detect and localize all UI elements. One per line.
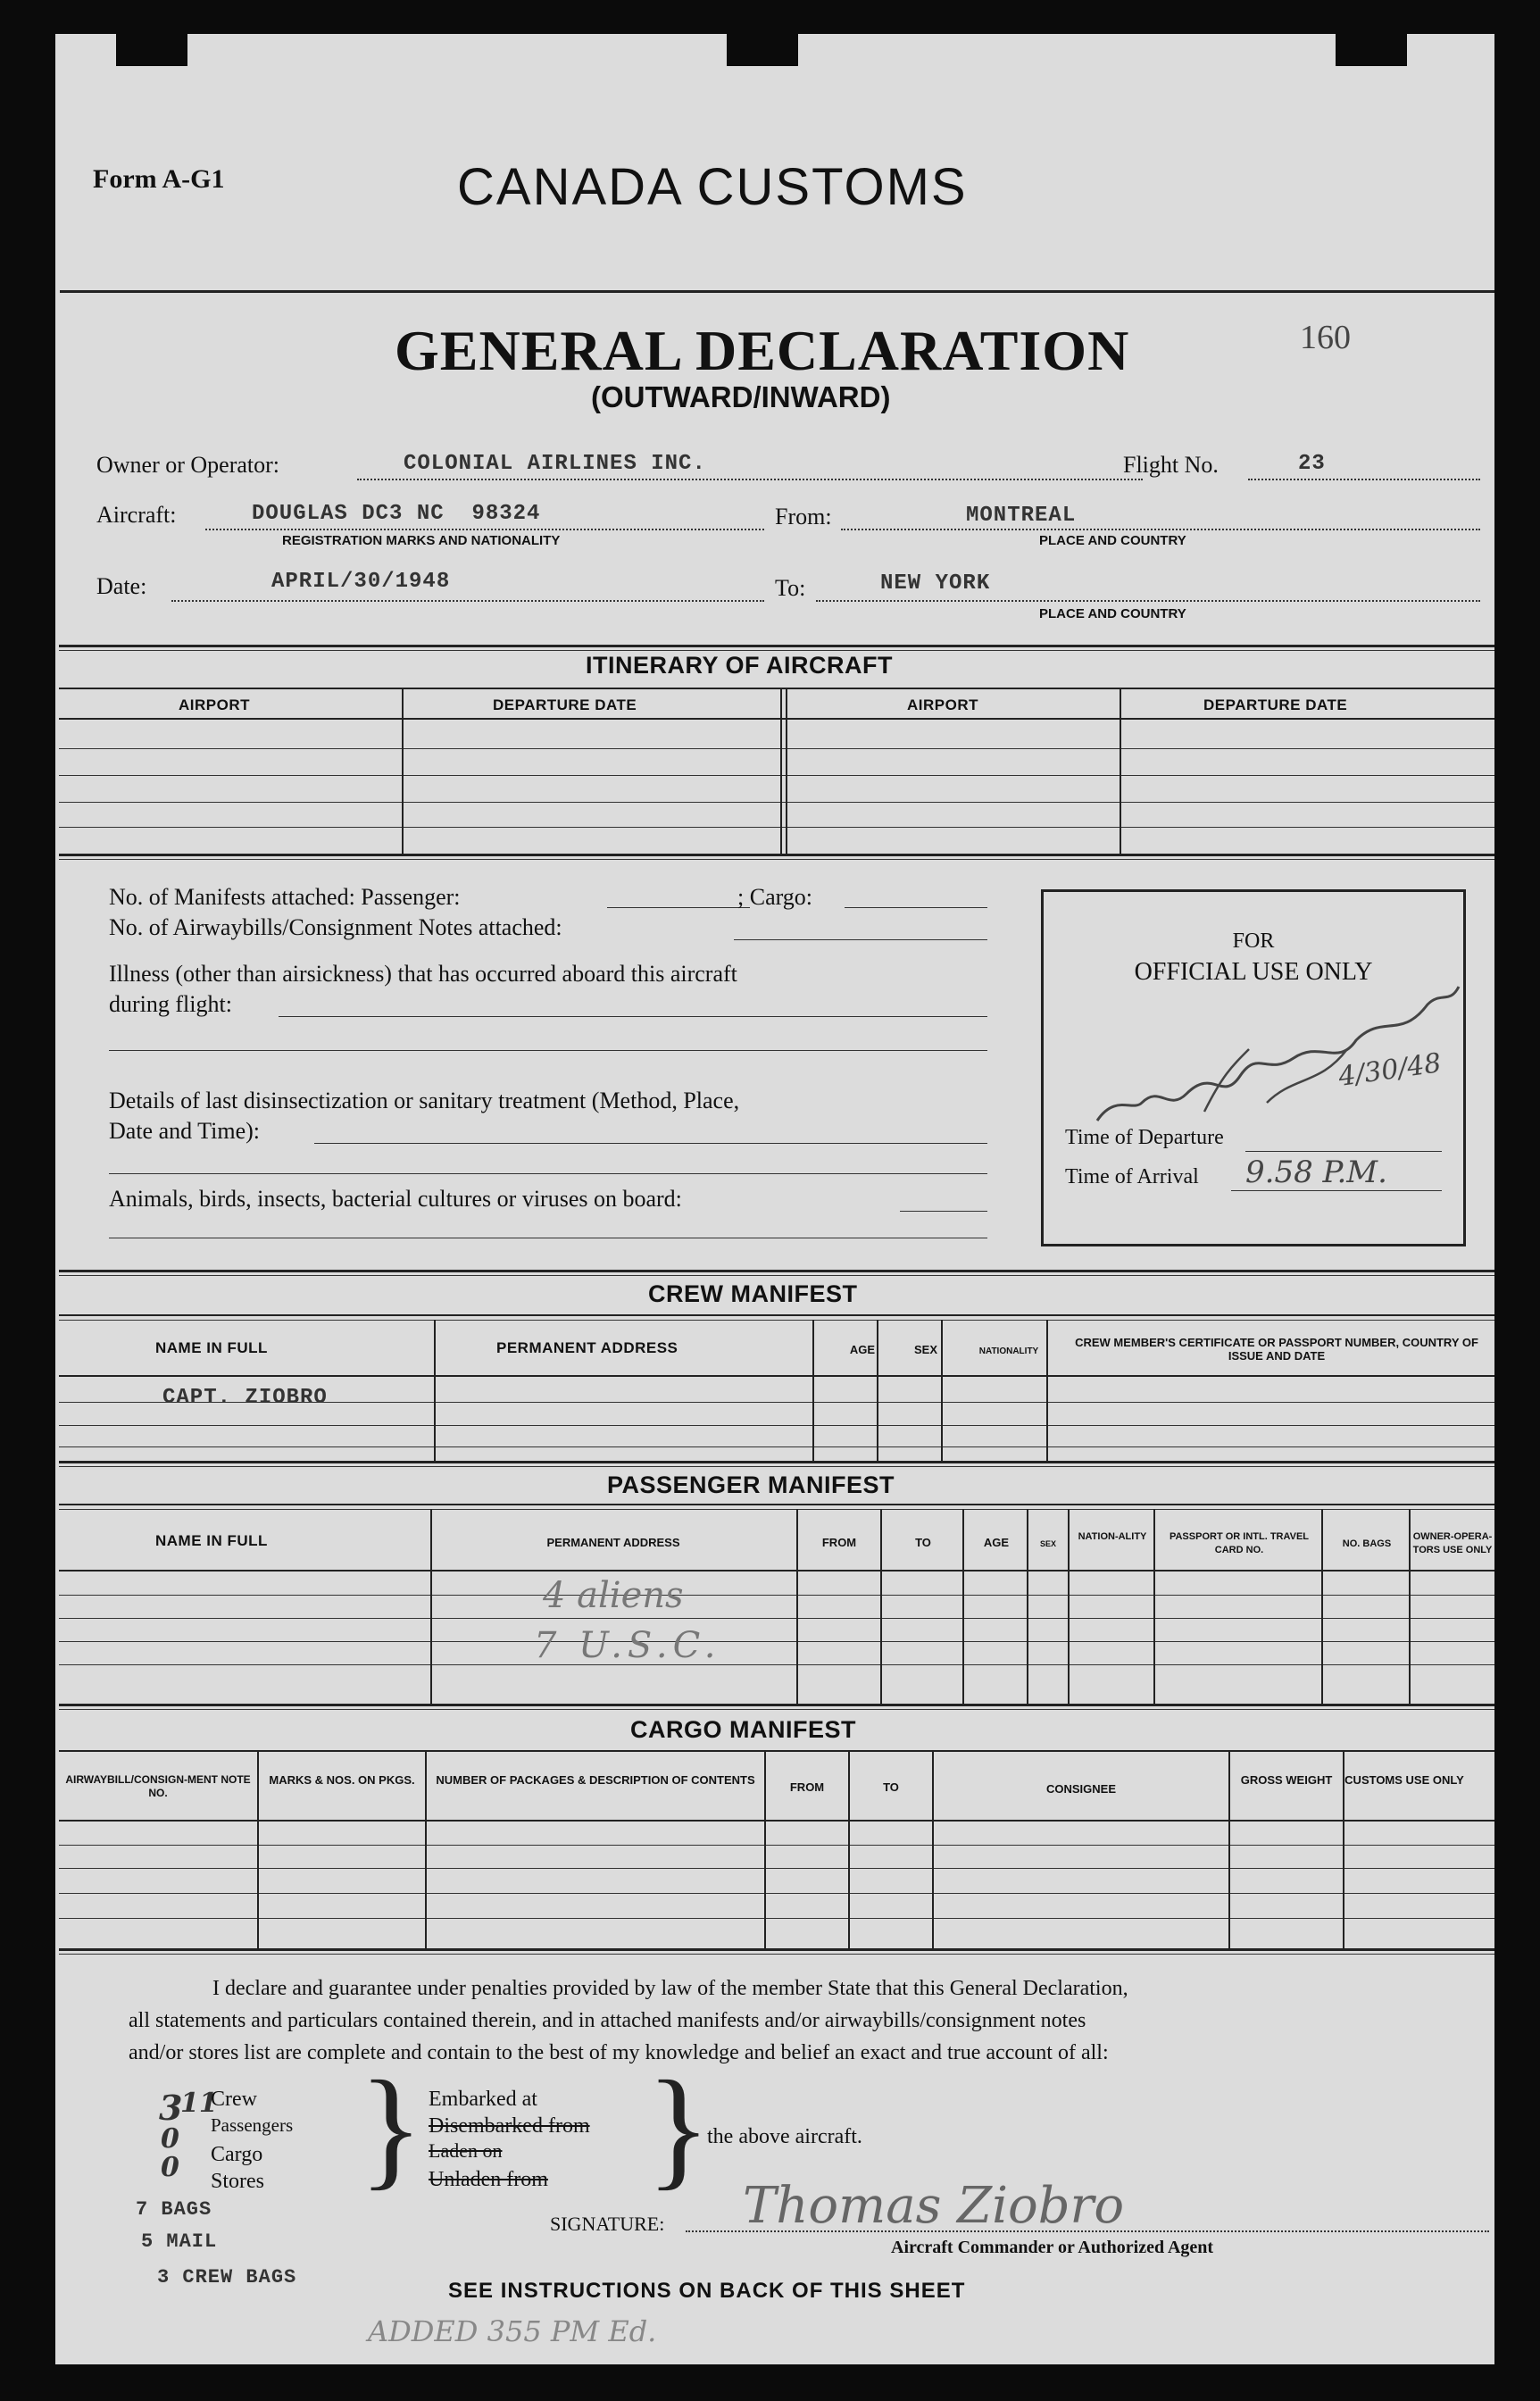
crew-col-address: PERMANENT ADDRESS (496, 1339, 678, 1356)
disinsect-label-1: Details of last disinsectization or sanitary treatment (Method, Place, (109, 1088, 740, 1113)
list-laden: Laden on (429, 2139, 503, 2162)
declaration-line-2: all statements and particulars contained therein, and in attached manifests and/or airwaybills/consignment notes (129, 2009, 1086, 2032)
crew-rule-bottom (59, 1461, 1494, 1463)
passenger-col-to: TO (915, 1536, 931, 1549)
passenger-col-bags: NO. BAGS (1342, 1538, 1392, 1549)
official-use-box (1041, 889, 1466, 1246)
count-passengers: 11 (180, 2088, 218, 2119)
passenger-vrule (962, 1509, 964, 1704)
mail-count: 5 MAIL (141, 2230, 218, 2253)
passenger-col-owner: OWNER-OPERA-TORS USE ONLY (1412, 1531, 1493, 1555)
itinerary-col-airport-2: AIRPORT (907, 696, 978, 713)
passenger-vrule (1027, 1509, 1028, 1704)
cargo-col-customs: CUSTOMS USE ONLY (1344, 1773, 1464, 1787)
passenger-vrule (1153, 1509, 1155, 1704)
declaration-suffix: the above aircraft. (707, 2125, 862, 2148)
crew-rule-top2 (59, 1275, 1494, 1276)
date-value: APRIL/30/1948 (271, 570, 451, 594)
animals-label: Animals, birds, insects, bacterial cultures or viruses on board: (109, 1186, 682, 1212)
passenger-col-name: NAME IN FULL (155, 1532, 268, 1549)
header-title: CANADA CUSTOMS (457, 158, 968, 216)
itinerary-rule-top2 (59, 650, 1494, 651)
itinerary-vrule (780, 688, 782, 854)
disinsect-fill-line (314, 1143, 987, 1144)
customs-form-sheet (55, 34, 1494, 2364)
from-value: MONTREAL (966, 504, 1077, 528)
disinsect-fill-line-2 (109, 1173, 987, 1174)
to-dotted-line (816, 600, 1480, 602)
itinerary-vrule (402, 688, 404, 854)
crew-rule (59, 1320, 1494, 1321)
left-brace: } (359, 2054, 423, 2202)
crew-vrule (1046, 1320, 1048, 1461)
itinerary-rule (59, 688, 1494, 689)
list-disembarked: Disembarked from (429, 2114, 590, 2138)
to-value: NEW YORK (880, 571, 991, 596)
passenger-col-passport: PASSPORT OR INTL. TRAVEL CARD NO. (1169, 1531, 1310, 1555)
from-label: From: (775, 504, 832, 529)
official-use-line1: FOR (1232, 930, 1275, 953)
cargo-rule (59, 1918, 1494, 1919)
date-dotted-line (171, 600, 764, 602)
itinerary-title: ITINERARY OF AIRCRAFT (586, 652, 893, 679)
passenger-handwritten-1: 4 aliens (543, 1575, 684, 1616)
aircraft-value: DOUGLAS DC3 NC 98324 (252, 502, 541, 526)
flight-label: Flight No. (1123, 452, 1219, 478)
crew-vrule (941, 1320, 943, 1461)
flight-dotted-line (1248, 479, 1480, 480)
header-rule (60, 290, 1494, 293)
cargo-rule (59, 1845, 1494, 1846)
declaration-line-1: I declare and guarantee under penalties provided by law of the member State that this General Declaration, (212, 1977, 1128, 2000)
cargo-rule (59, 1820, 1494, 1822)
departure-fill-line (1245, 1151, 1442, 1152)
itinerary-rule-bottom (59, 854, 1494, 856)
illness-fill-line (279, 1016, 987, 1017)
footer-instructions: SEE INSTRUCTIONS ON BACK OF THIS SHEET (448, 2279, 966, 2303)
passenger-vrule (880, 1509, 882, 1704)
departure-label: Time of Departure (1065, 1126, 1224, 1149)
passenger-handwritten-2: 7 U.S.C. (534, 1625, 721, 1666)
illness-label-2: during flight: (109, 991, 232, 1017)
passenger-rule (59, 1664, 1494, 1665)
cargo-vrule (932, 1750, 934, 1948)
itinerary-vrule (1120, 688, 1121, 854)
passenger-vrule (1321, 1509, 1323, 1704)
cargo-col-from: FROM (789, 1780, 825, 1794)
aircraft-dotted-line (205, 529, 764, 530)
list-passengers: Passengers (211, 2114, 294, 2136)
official-handwritten-arrival: 9.58 P.M. (1245, 1155, 1387, 1190)
cargo-col-airwaybill: AIRWAYBILL/CONSIGN-MENT NOTE NO. (65, 1773, 251, 1799)
arrival-fill-line (1231, 1190, 1442, 1191)
crew-rule (59, 1425, 1494, 1426)
passenger-col-age: AGE (983, 1536, 1010, 1549)
cargo-vrule (1343, 1750, 1344, 1948)
aircraft-label: Aircraft: (96, 502, 177, 528)
declaration-title: GENERAL DECLARATION (395, 319, 1130, 382)
declaration-number: 160 (1300, 319, 1351, 356)
owner-value: COLONIAL AIRLINES INC. (404, 452, 706, 476)
airwaybills-fill-line (734, 939, 987, 940)
owner-label: Owner or Operator: (96, 452, 280, 478)
illness-fill-line-2 (109, 1050, 987, 1051)
passenger-rule-bottom2 (59, 1709, 1494, 1710)
count-cargo: 0 (161, 2123, 179, 2155)
from-caption: PLACE AND COUNTRY (1039, 533, 1186, 548)
itinerary-vrule (786, 688, 787, 854)
right-brace: } (646, 2054, 711, 2202)
to-caption: PLACE AND COUNTRY (1039, 606, 1186, 621)
passenger-vrule (796, 1509, 798, 1704)
footer-handwritten-note: ADDED 355 PM Ed. (368, 2314, 657, 2348)
passenger-rule (59, 1595, 1494, 1596)
passenger-vrule (1409, 1509, 1411, 1704)
cargo-label: ; Cargo: (737, 884, 813, 910)
passenger-rule-bottom (59, 1704, 1494, 1706)
cargo-rule (59, 1893, 1494, 1894)
arrival-label: Time of Arrival (1065, 1165, 1199, 1188)
passenger-rule (59, 1641, 1494, 1642)
list-stores: Stores (211, 2170, 264, 2193)
passenger-col-sex: SEX (1039, 1539, 1056, 1548)
passenger-rule (59, 1570, 1494, 1571)
passenger-rule (59, 1618, 1494, 1619)
crew-rule-bottom2 (59, 1466, 1494, 1467)
itinerary-col-departure-2: DEPARTURE DATE (1203, 696, 1348, 713)
cargo-rule-bottom2 (59, 1954, 1494, 1955)
cargo-rule (59, 1750, 1494, 1752)
cargo-col-weight: GROSS WEIGHT (1240, 1773, 1333, 1787)
crew-bags-count: 3 CREW BAGS (157, 2266, 297, 2288)
official-handwritten-date: 4/30/48 (1336, 1047, 1444, 1093)
crew-name-1: CAPT. ZIOBRO (162, 1386, 328, 1410)
itinerary-col-airport: AIRPORT (179, 696, 250, 713)
list-unladen: Unladen from (429, 2168, 548, 2191)
count-stores: 0 (161, 2152, 179, 2183)
itinerary-rule (59, 775, 1494, 776)
crew-col-age: AGE (849, 1343, 876, 1356)
signature-label: SIGNATURE: (550, 2213, 665, 2235)
owner-dotted-line (357, 479, 1143, 480)
animals-fill-line (900, 1211, 987, 1212)
itinerary-col-departure: DEPARTURE DATE (493, 696, 637, 713)
to-label: To: (775, 575, 806, 601)
crew-col-certificate: CREW MEMBER'S CERTIFICATE OR PASSPORT NUMBER, COUNTRY OF ISSUE AND DATE (1075, 1336, 1478, 1363)
passenger-col-from: FROM (821, 1536, 857, 1549)
crew-rule (59, 1375, 1494, 1377)
aircraft-caption: REGISTRATION MARKS AND NATIONALITY (282, 533, 561, 548)
signature-caption: Aircraft Commander or Authorized Agent (891, 2238, 1214, 2257)
itinerary-rule (59, 827, 1494, 828)
flight-value: 23 (1298, 452, 1326, 476)
itinerary-rule (59, 748, 1494, 749)
manifests-label: No. of Manifests attached: Passenger: (109, 884, 461, 910)
disinsect-label-2: Date and Time): (109, 1118, 260, 1144)
itinerary-rule-top (59, 645, 1494, 647)
airwaybills-label: No. of Airwaybills/Consignment Notes attached: (109, 914, 562, 940)
crew-col-sex: SEX (913, 1343, 937, 1356)
cargo-col-marks: MARKS & NOS. ON PKGS. (269, 1773, 415, 1787)
punch-mark (727, 34, 798, 66)
crew-manifest-title: CREW MANIFEST (648, 1280, 858, 1307)
count-crew: 3 (159, 2088, 183, 2128)
cargo-vrule (764, 1750, 766, 1948)
passenger-manifest-title: PASSENGER MANIFEST (607, 1471, 895, 1498)
itinerary-rule-bottom2 (59, 859, 1494, 860)
passenger-col-nationality: NATION-ALITY (1078, 1531, 1147, 1542)
itinerary-rule (59, 802, 1494, 803)
signature-value: Thomas Ziobro (743, 2177, 1125, 2235)
cargo-rule-bottom (59, 1948, 1494, 1951)
direction-label: (OUTWARD/INWARD) (591, 380, 891, 413)
crew-rule (59, 1402, 1494, 1403)
list-crew: Crew (211, 2088, 257, 2111)
cargo-vrule (848, 1750, 850, 1948)
cargo-vrule (257, 1750, 259, 1948)
passenger-fill-line (607, 907, 750, 908)
from-dotted-line (841, 529, 1480, 530)
illness-label-1: Illness (other than airsickness) that has occurred aboard this aircraft (109, 961, 737, 987)
punch-mark (116, 34, 187, 66)
itinerary-rule (59, 718, 1494, 720)
passenger-rule (59, 1504, 1494, 1505)
punch-mark (1336, 34, 1407, 66)
cargo-col-packages: NUMBER OF PACKAGES & DESCRIPTION OF CONTENTS (436, 1773, 755, 1787)
passenger-vrule (430, 1509, 432, 1704)
cargo-fill-line (845, 907, 987, 908)
declaration-line-3: and/or stores list are complete and contain to the best of my knowledge and belief an exact and true account of all: (129, 2041, 1109, 2064)
passenger-rule (59, 1509, 1494, 1510)
crew-rule-top (59, 1270, 1494, 1272)
list-cargo: Cargo (211, 2143, 263, 2166)
passenger-vrule (1068, 1509, 1070, 1704)
crew-vrule (877, 1320, 878, 1461)
form-id: Form A-G1 (93, 164, 225, 194)
cargo-rule (59, 1868, 1494, 1869)
cargo-col-consignee: CONSIGNEE (1045, 1782, 1116, 1796)
cargo-manifest-title: CARGO MANIFEST (630, 1716, 856, 1743)
official-use-line2: OFFICIAL USE ONLY (1134, 958, 1373, 986)
cargo-vrule (1228, 1750, 1230, 1948)
bags-count: 7 BAGS (136, 2198, 212, 2221)
crew-rule (59, 1314, 1494, 1316)
crew-vrule (434, 1320, 436, 1461)
crew-col-nationality: NATIONALITY (978, 1346, 1039, 1356)
date-label: Date: (96, 573, 147, 599)
passenger-col-address: PERMANENT ADDRESS (546, 1536, 680, 1549)
cargo-vrule (425, 1750, 427, 1948)
cargo-col-to: TO (883, 1780, 899, 1794)
list-embarked: Embarked at (429, 2088, 537, 2111)
crew-vrule (812, 1320, 814, 1461)
crew-col-name: NAME IN FULL (155, 1339, 268, 1356)
crew-rule (59, 1446, 1494, 1447)
